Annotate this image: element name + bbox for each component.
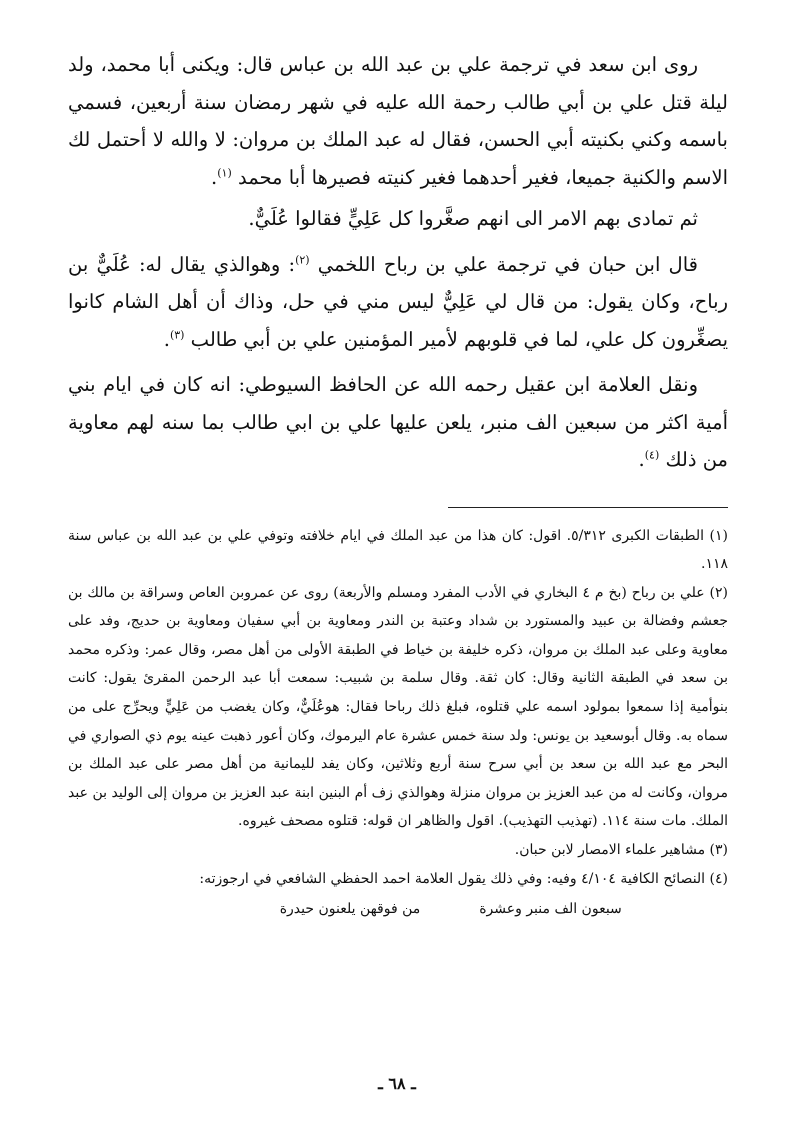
footnote-2	[68, 579, 728, 836]
main-text	[68, 46, 728, 479]
footnote-3-text: مشاهير علماء الامصار لابن حبان.	[514, 842, 706, 859]
footnote-4	[68, 865, 728, 894]
footnote-ref-2[interactable]: (٢)	[295, 253, 310, 266]
footnote-ref-1[interactable]: (١)	[217, 166, 232, 179]
paragraph-3-text-b: : وهوالذي يقال له: عُلَيٌّ بن رباح، وكان يقول: من قال لي عَلِيٌّ ليس مني في حل، وذاك أن أهل الشام كانوا يصغِّرون كل علي، لما في قلوبهم لأمير المؤمنين علي بن أبي طالب	[68, 252, 728, 351]
footnote-4-text: النصائح الكافية ٤/١٠٤ وفيه: وفي ذلك يقول العلامة احمد الحفظي الشافعي في ارجوزته:	[199, 870, 706, 887]
footnote-2-text: علي بن رباح (بخ م ٤ البخاري في الأدب المفرد ومسلم والأربعة) روى عن عمروبن العاص وسراقة بن مالك بن جعشم وفضالة بن عبيد والمستورد بن شداد وعتبة بن الندر ومعاوية بن أبي سفيان ومعاوية بن حديج، وفد على معاوية وعلى عبد الملك بن مروان، ذكره خليفة بن خياط في الطبقة الأولى من أهل مصر، وقال عمر: وذكره محمد بن سعد في الطبقة الثانية وقال: كان ثقة. وقال سلمة بن شبيب: سمعت أبا عبد الرحمن المقرئ يقول: كانت بنوأمية إذا سمعوا بمولود اسمه علي قتلوه، فبلغ ذلك رباحا فقال: هوعُلَيٌّ، وكان يغضب من عَلِيٍّ ويحرِّج على من سماه به. وقال أبوسعيد بن يونس: ولد سنة خمس عشرة عام اليرموك، وكان أعور ذهبت عينه يوم ذي الصواري في البحر مع عبد الله بن سعد بن أبي سرح سنة أربع وثلاثين، وكان يفد لليمانية من أهل مصر على عبد الملك بن مروان، وكانت له من عبد العزيز بن مروان منزلة وهوالذي زف أم البنين ابنة عبد العزيز بن مروان إلى الوليد بن عبد الملك. مات سنة ١١٤. (تهذيب التهذيب). اقول والظاهر ان قوله: قتلوه مصحف غيروه.	[68, 584, 728, 830]
page	[68, 46, 728, 923]
footnote-ref-3[interactable]: (٣)	[169, 328, 185, 341]
poem-hemistich-1: سبعون الف منبر وعشرة	[479, 901, 622, 918]
footnote-1	[68, 522, 728, 579]
footnote-1-number: (١)	[709, 527, 728, 544]
footnote-3	[68, 836, 728, 865]
footnotes	[68, 522, 728, 924]
footnote-4-number: (٤)	[709, 870, 728, 887]
paragraph-1: روى ابن سعد في ترجمة علي بن عبد الله بن عباس قال: ويكنى أبا محمد، ولد ليلة قتل علي بن أبي طالب رحمة الله عليه في شهر رمضان سنة أربعين، فسمي باسمه وكني بكنيته أبي الحسن، فقال له عبد الملك بن مروان: لا والله لا أحتمل لك الاسم والكنية جميعا، فغير أحدهما فغير كنيته فصيرها أبا محمد $^{(١)}$.	[68, 53, 728, 189]
paragraph-3: قال ابن حبان في ترجمة علي بن رباح اللخمي $^{(٢)}$: وهوالذي يقال له: عُلَيٌّ بن رباح، وكان يقول: من قال لي عَلِيٌّ ليس مني في حل، وذاك أن أهل الشام كانوا يصغِّرون كل علي، لما في قلوبهم لأمير المؤمنين علي بن أبي طالب $^{(٣)}$.	[68, 252, 728, 351]
paragraph-1-text: روى ابن سعد في ترجمة علي بن عبد الله بن عباس قال: ويكنى أبا محمد، ولد ليلة قتل علي بن أبي طالب رحمة الله عليه في شهر رمضان سنة أربعين، فسمي باسمه وكني بكنيته أبي الحسن، فقال له عبد الملك بن مروان: لا والله لا أحتمل لك الاسم والكنية جميعا، فغير أحدهما فغير كنيته فصيرها أبا محمد	[68, 53, 728, 189]
footnote-2-number: (٢)	[709, 584, 728, 601]
footnote-1-text: الطبقات الكبرى ٥/٣١٢. اقول: كان هذا من عبد الملك في ايام خلافته وتوفي علي بن عبد الله بن عباس سنة ١١٨.	[68, 527, 728, 573]
paragraph-3-text-a: قال ابن حبان في ترجمة علي بن رباح اللخمي	[317, 252, 698, 276]
footnote-divider	[448, 507, 728, 508]
footnote-3-number: (٣)	[709, 842, 728, 859]
paragraph-2	[68, 200, 728, 238]
paragraph-4: ونقل العلامة ابن عقيل رحمه الله عن الحافظ السيوطي: انه كان في ايام بني أمية اكثر من سبعين الف منبر، يلعن عليها علي بن ابي طالب بما سنه لهم معاوية من ذلك $^{(٤)}$.	[68, 373, 728, 471]
poem-verse	[68, 895, 728, 923]
poem-hemistich-2: من فوقهن يلعنون حيدرة	[279, 901, 421, 918]
paragraph-4-text: ونقل العلامة ابن عقيل رحمه الله عن الحافظ السيوطي: انه كان في ايام بني أمية اكثر من سبعين الف منبر، يلعن عليها علي بن ابي طالب بما سنه لهم معاوية من ذلك	[68, 373, 728, 471]
page-number: ـ ٦٨ ـ	[378, 1074, 416, 1093]
footnote-ref-4[interactable]: (٤)	[644, 448, 660, 462]
paragraph-2-text: ثم تمادى بهم الامر الى انهم صغَّروا كل عَلِيٍّ فقالوا عُلَيٌّ.	[248, 207, 698, 230]
